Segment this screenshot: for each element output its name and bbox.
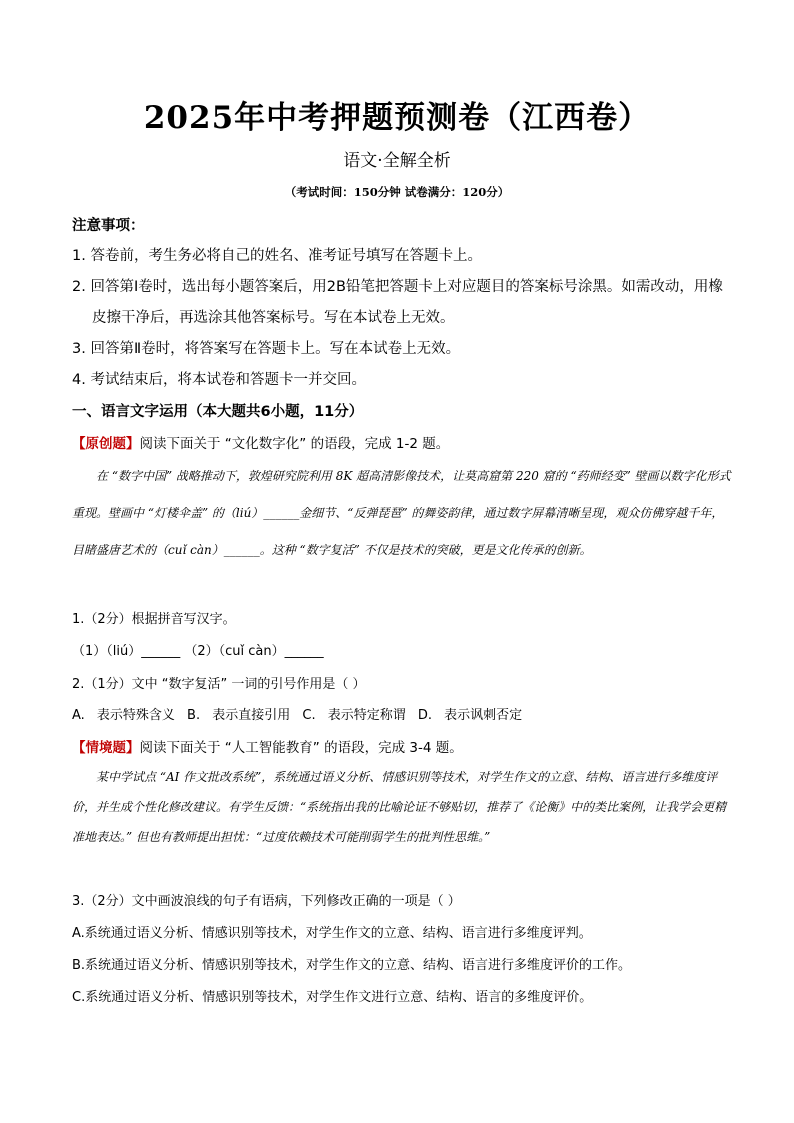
notice-item: 2. 回答第Ⅰ卷时，选出每小题答案后，用2B铅笔把答题卡上对应题目的答案标号涂黑。如需改动，用橡皮擦干净后，再选涂其他答案标号。写在本试卷上无效。 <box>72 279 723 326</box>
question-tag: 【情境题】 <box>72 740 140 756</box>
notice-item: 3. 回答第Ⅱ卷时，将答案写在答题卡上。写在本试卷上无效。 <box>72 341 461 357</box>
reading-passage: 在 “数字中国” 战略推动下，敦煌研究院利用 8K 超高清影像技术，让莫高窟第 220 窟的 “药师经变” 壁画以数字化形式重现。壁画中 “灯楼伞盖” 的（liú）______金细节、“反弹琵琶” 的舞姿韵律，通过数字屏幕清晰呈现，观众仿佛穿越千年，目睹盛唐艺术的（cuǐ càn）______。这种 “数字复活” 不仅是技术的突破，更是文化传承的创新。 <box>72 469 731 557</box>
page-subtitle: 语文·全解全析 <box>343 151 451 171</box>
lead-text: 阅读下面关于 “文化数字化” 的语段，完成 1-2 题。 <box>139 436 450 452</box>
notice-item: 4. 考试结束后，将本试卷和答题卡一并交回。 <box>72 372 366 388</box>
notice-item: 1. 答卷前，考生务必将自己的姓名、准考证号填写在答题卡上。 <box>72 248 482 264</box>
reading-lead <box>72 432 734 452</box>
question-2: 2.（1分）文中 “数字复活” 一词的引号作用是（ ） <box>72 677 366 692</box>
lead-text: 阅读下面关于 “人工智能教育” 的语段，完成 3-4 题。 <box>139 740 463 756</box>
question-3: 3.（2分）文中画波浪线的句子有语病，下列修改正确的一项是（ ） <box>72 894 461 909</box>
reading-lead <box>72 736 734 756</box>
notice-heading: 注意事项： <box>72 218 145 234</box>
answer-option: C.系统通过语义分析、情感识别等技术，对学生作文进行立意、结构、语言的多维度评价。 <box>72 990 593 1005</box>
answer-option: B.系统通过语义分析、情感识别等技术，对学生作文的立意、结构、语言进行多维度评价的工作。 <box>72 958 632 973</box>
question-tag: 【原创题】 <box>72 436 140 452</box>
question-1: 1.（2分）根据拼音写汉字。 <box>72 612 236 627</box>
section-heading: 一、语言文字运用（本大题共6小题，11分） <box>72 404 364 420</box>
reading-passage: 某中学试点 “AI 作文批改系统”，系统通过语义分析、情感识别等技术，对学生作文的立意、结构、语言进行多维度评价，并生成个性化修改建议。有学生反馈：“系统指出我的比喻论证不够贴切，推荐了《论衡》中的类比案例，让我学会更精准地表达。” 但也有教师提出担忧：“过度依赖技术可能削弱学生的批判性思维。” <box>72 770 727 844</box>
page-title: 2025年中考押题预测卷（江西卷） <box>143 100 651 136</box>
answer-option: A.系统通过语义分析、情感识别等技术，对学生作文的立意、结构、语言进行多维度评判。 <box>72 926 592 941</box>
exam-meta: （考试时间：150分钟 试卷满分：120分） <box>284 185 510 199</box>
question-1-blanks: （1）（liú）______ （2）（cuǐ càn）______ <box>72 644 324 659</box>
question-2-options: A. 表示特殊含义 B. 表示直接引用 C. 表示特定称谓 D. 表示讽刺否定 <box>72 708 523 723</box>
